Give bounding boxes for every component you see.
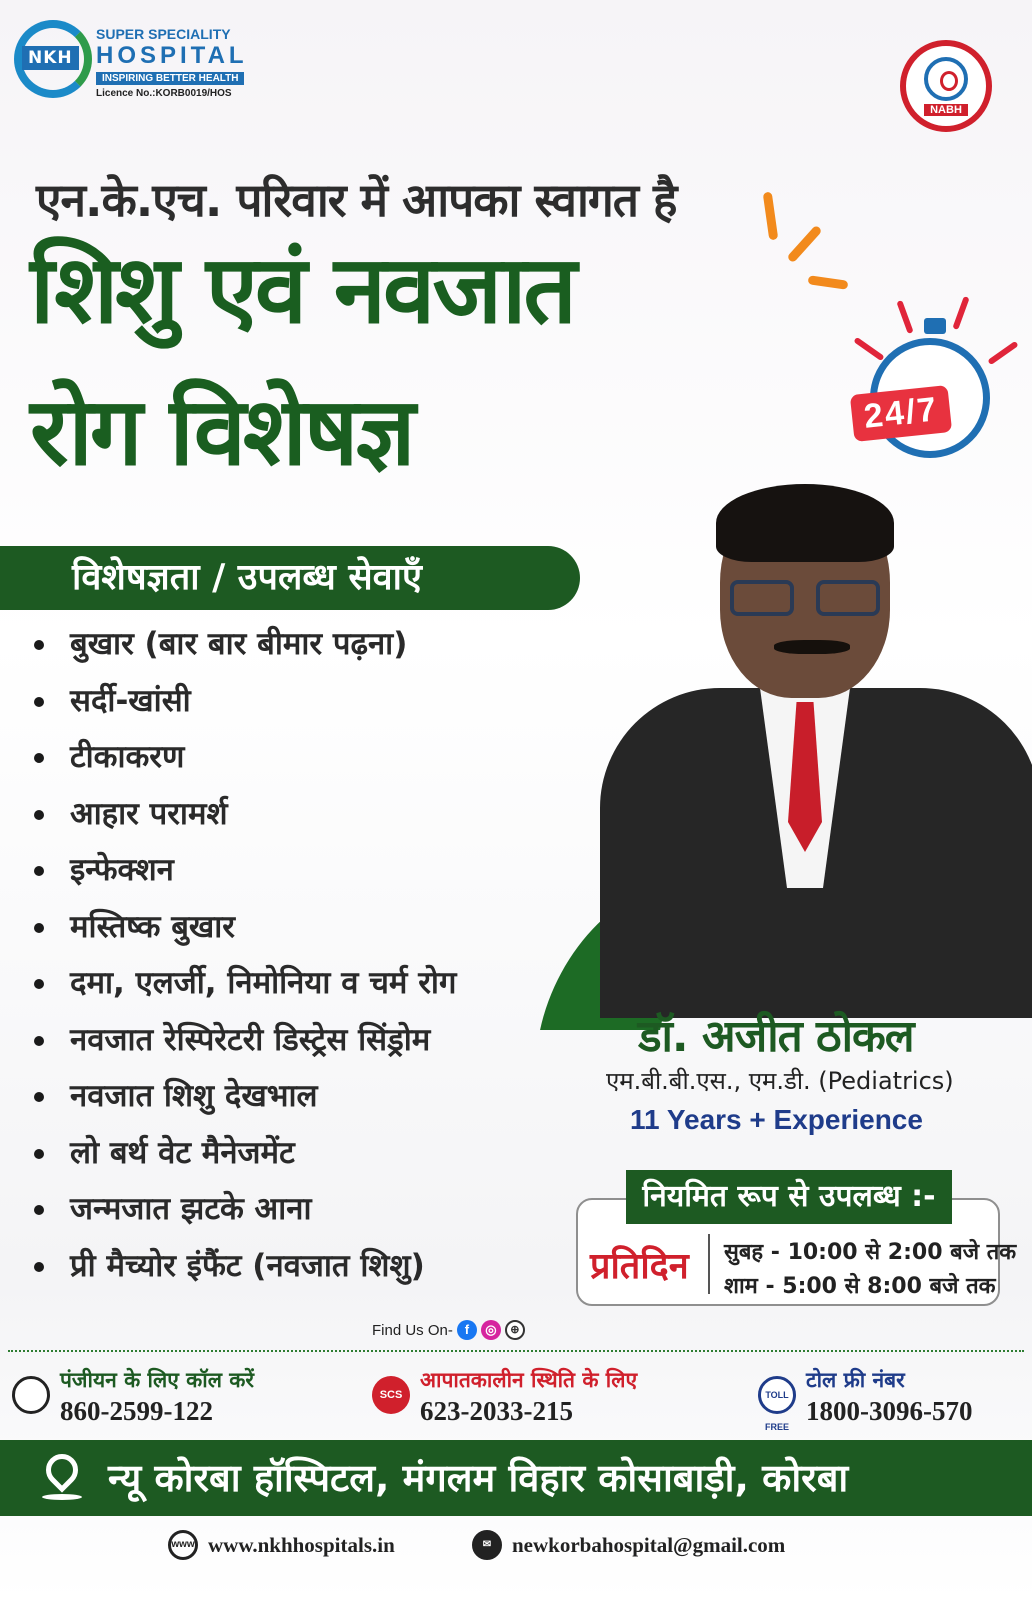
service-item — [34, 1246, 456, 1303]
evening-timing: शाम - 5:00 से 8:00 बजे तक — [724, 1274, 996, 1299]
glasses-icon — [730, 580, 880, 616]
user-edit-icon — [12, 1376, 50, 1414]
tollfree-label: टोल फ्री नंबर — [806, 1368, 905, 1392]
doctor-qualification: एम.बी.बी.एस., एम.डी. (Pediatrics) — [606, 1067, 954, 1095]
services-list — [34, 624, 456, 1302]
licence-number: Licence No.:KORB0019/HOS — [96, 88, 232, 99]
nabh-label: NABH — [924, 104, 968, 116]
bullet-icon — [34, 923, 44, 933]
service-item — [34, 1076, 456, 1133]
service-label: बुखार (बार बार बीमार पढ़ना) — [70, 626, 408, 662]
address-bar — [0, 1440, 1032, 1516]
doctor-mustache — [774, 640, 850, 654]
logo-super-text: SUPER SPECIALITY — [96, 26, 231, 42]
service-item — [34, 963, 456, 1020]
watch-ray-decoration — [853, 337, 884, 361]
website-link[interactable] — [168, 1530, 395, 1560]
service-item — [34, 624, 456, 681]
spark-decoration — [808, 275, 849, 289]
nabh-seal-icon — [900, 40, 992, 132]
service-label: दमा, एलर्जी, निमोनिया व चर्म रोग — [70, 965, 457, 1001]
toll-free-icon: TOLL FREE — [758, 1376, 796, 1414]
service-item — [34, 794, 456, 851]
pin-base — [42, 1494, 82, 1500]
service-label: नवजात शिशु देखभाल — [70, 1078, 318, 1114]
service-label: लो बर्थ वेट मैनेजमेंट — [70, 1134, 295, 1171]
availability-247-badge: 24/7 — [850, 385, 953, 442]
service-label: प्री मैच्योर इंफैंट (नवजात शिशु) — [70, 1247, 425, 1284]
service-label: सर्दी-खांसी — [70, 682, 191, 719]
glasses-lens — [816, 580, 880, 616]
globe-icon[interactable]: ⊕ — [505, 1320, 525, 1340]
service-label: टीकाकरण — [70, 739, 185, 775]
stopwatch-button-icon — [924, 318, 946, 334]
service-item — [34, 737, 456, 794]
service-label: मस्तिष्क बुखार — [70, 908, 235, 945]
bullet-icon — [34, 1205, 44, 1215]
spark-decoration — [763, 192, 779, 241]
service-item — [34, 681, 456, 738]
service-item — [34, 1133, 456, 1190]
service-label: आहार परामर्श — [70, 795, 228, 832]
watch-ray-decoration — [987, 341, 1018, 365]
emergency-label: आपातकालीन स्थिति के लिए — [420, 1368, 638, 1392]
glasses-lens — [730, 580, 794, 616]
morning-timing: सुबह - 10:00 से 2:00 बजे तक — [724, 1240, 1017, 1265]
website-url[interactable]: www.nkhhospitals.in — [208, 1532, 395, 1557]
service-item — [34, 1189, 456, 1246]
doctor-name: डॉ. अजीत ठोकल — [638, 1011, 914, 1062]
service-item — [34, 1020, 456, 1077]
registration-label: पंजीयन के लिए कॉल करें — [60, 1368, 254, 1392]
bullet-icon — [34, 640, 44, 650]
doctor-experience: 11 Years + Experience — [630, 1104, 923, 1135]
divider — [708, 1234, 710, 1294]
address-text: न्यू कोरबा हॉस्पिटल, मंगलम विहार कोसाबाड़ी, कोरबा — [108, 1456, 849, 1500]
logo-tagline: INSPIRING BETTER HEALTH — [96, 72, 244, 85]
location-pin-icon — [42, 1454, 82, 1502]
find-us-label: Find Us On- — [372, 1321, 453, 1339]
service-item — [34, 907, 456, 964]
tollfree-number[interactable]: 1800-3096-570 — [806, 1396, 973, 1426]
bullet-icon — [34, 753, 44, 763]
instagram-icon[interactable]: ◎ — [481, 1320, 501, 1340]
watch-ray-decoration — [896, 300, 913, 334]
nabh-emblem — [924, 57, 968, 101]
spark-decoration — [786, 225, 822, 264]
hospital-logo — [14, 18, 264, 100]
bullet-icon — [34, 697, 44, 707]
availability-heading: नियमित रूप से उपलब्ध :- — [626, 1170, 952, 1224]
bullet-icon — [34, 1149, 44, 1159]
watch-ray-decoration — [952, 296, 969, 330]
emergency-phone-icon: SCS — [372, 1376, 410, 1414]
dotted-divider — [8, 1350, 1024, 1352]
bullet-icon — [34, 979, 44, 989]
page-title-line2: रोग विशेषज्ञ — [30, 378, 413, 487]
bullet-icon — [34, 1092, 44, 1102]
pin-shape — [39, 1447, 84, 1492]
logo-short: NKH — [22, 46, 79, 70]
service-label: नवजात रेस्पिरेटरी डिस्ट्रेस सिंड्रोम — [70, 1021, 431, 1058]
mail-icon: ✉ — [472, 1530, 502, 1560]
service-label: इन्फेक्शन — [70, 852, 174, 888]
service-label: जन्मजात झटके आना — [70, 1191, 312, 1227]
emergency-number[interactable]: 623-2033-215 — [420, 1396, 573, 1426]
page-title-line1: शिशु एवं नवजात — [30, 236, 574, 345]
globe-icon: www — [168, 1530, 198, 1560]
doctor-photo — [560, 488, 1032, 1018]
bullet-icon — [34, 866, 44, 876]
registration-number[interactable]: 860-2599-122 — [60, 1396, 213, 1426]
welcome-text: एन.के.एच. परिवार में आपका स्वागत है — [36, 173, 677, 227]
bullet-icon — [34, 810, 44, 820]
email-link[interactable] — [472, 1530, 785, 1560]
bullet-icon — [34, 1262, 44, 1272]
email-address[interactable]: newkorbahospital@gmail.com — [512, 1532, 786, 1557]
logo-hospital-text: HOSPITAL — [96, 42, 248, 69]
availability-day: प्रतिदिन — [590, 1246, 689, 1287]
service-item — [34, 850, 456, 907]
doctor-hair — [716, 484, 894, 562]
bullet-icon — [34, 1036, 44, 1046]
social-links — [372, 1320, 525, 1340]
facebook-icon[interactable]: f — [457, 1320, 477, 1340]
services-heading: विशेषज्ञता / उपलब्ध सेवाएँ — [0, 546, 580, 610]
